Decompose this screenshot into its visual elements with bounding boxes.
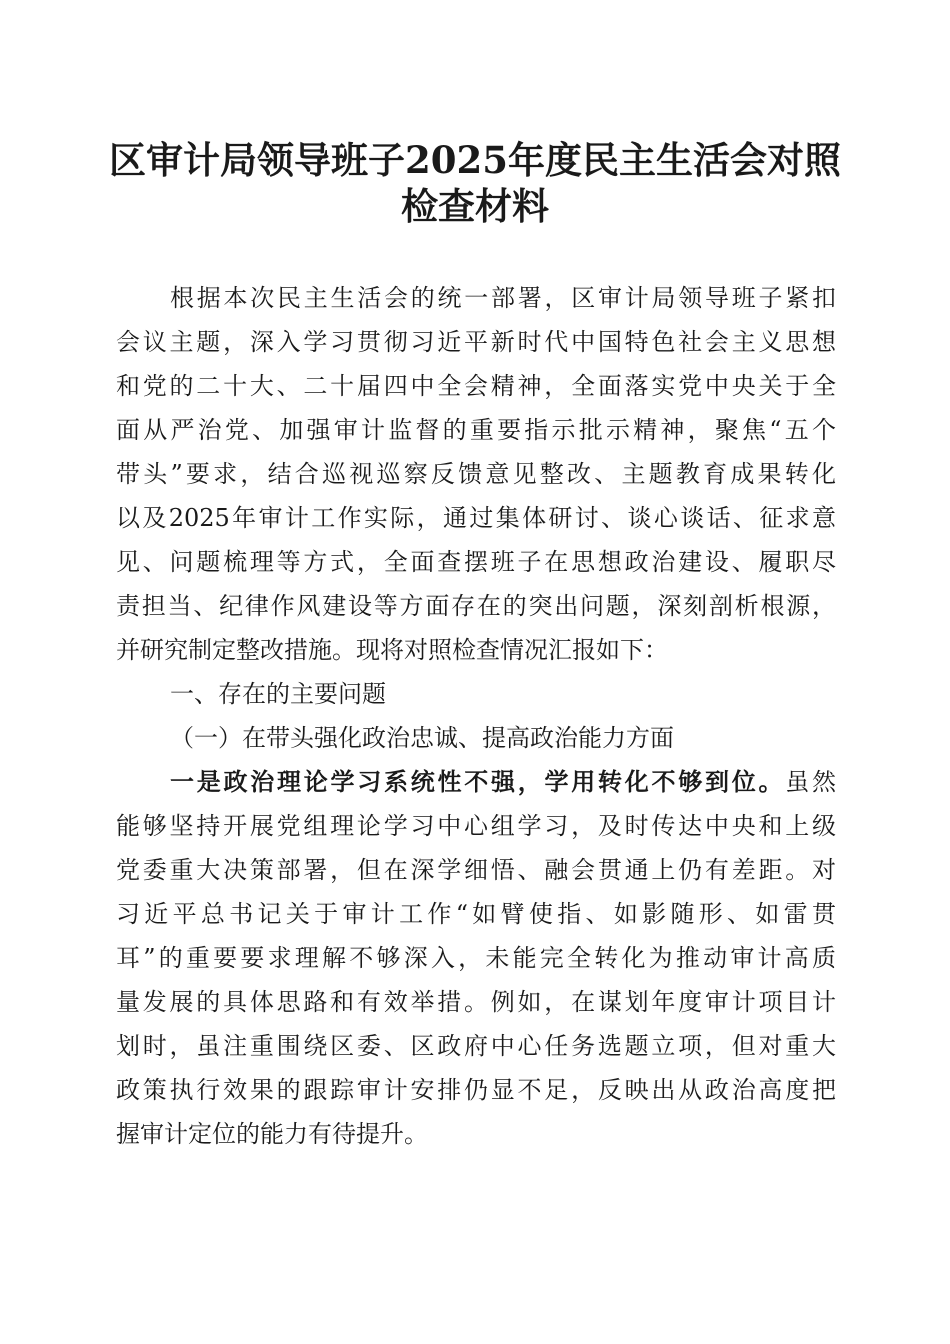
point-line: 习近平总书记关于审计工作“如臂使指、如影随形、如雷贯 bbox=[116, 900, 836, 928]
point-line: 握审计定位的能力有待提升。 bbox=[116, 1120, 428, 1148]
point-first-line bbox=[170, 762, 836, 802]
point-line: 政策执行效果的跟踪审计安排仍显不足，反映出从政治高度把 bbox=[116, 1076, 836, 1104]
section-heading: 一、存在的主要问题 bbox=[170, 680, 386, 708]
intro-line: 带头”要求，结合巡视巡察反馈意见整改、主题教育成果转化 bbox=[116, 460, 836, 488]
point-line: 能够坚持开展党组理论学习中心组学习，及时传达中央和上级 bbox=[116, 812, 836, 840]
intro-line: 以及2025年审计工作实际，通过集体研讨、谈心谈话、征求意 bbox=[116, 504, 836, 532]
document-title-line-2: 检查材料 bbox=[401, 184, 549, 228]
intro-line: 会议主题，深入学习贯彻习近平新时代中国特色社会主义思想 bbox=[116, 328, 836, 356]
point-lead: 一是政治理论学习系统性不强，学用转化不够到位。 bbox=[170, 767, 786, 796]
intro-line: 面从严治党、加强审计监督的重要指示批示精神，聚焦“五个 bbox=[116, 416, 836, 444]
point-first-rest: 虽然 bbox=[785, 768, 836, 796]
document-title-line-1: 区审计局领导班子2025年度民主生活会对照 bbox=[109, 138, 841, 182]
point-line: 量发展的具体思路和有效举措。例如，在谋划年度审计项目计 bbox=[116, 988, 836, 1016]
point-line: 耳”的重要要求理解不够深入，未能完全转化为推动审计高质 bbox=[116, 944, 836, 972]
intro-line: 和党的二十大、二十届四中全会精神，全面落实党中央关于全 bbox=[116, 372, 836, 400]
subsection-heading: （一）在带头强化政治忠诚、提高政治能力方面 bbox=[170, 724, 674, 752]
point-line: 划时，虽注重围绕区委、区政府中心任务选题立项，但对重大 bbox=[116, 1032, 836, 1060]
point-line: 党委重大决策部署，但在深学细悟、融会贯通上仍有差距。对 bbox=[116, 856, 836, 884]
intro-line: 见、问题梳理等方式，全面查摆班子在思想政治建设、履职尽 bbox=[116, 548, 836, 576]
intro-line: 并研究制定整改措施。现将对照检查情况汇报如下： bbox=[116, 636, 668, 664]
intro-line: 根据本次民主生活会的统一部署，区审计局领导班子紧扣 bbox=[170, 284, 836, 312]
intro-line: 责担当、纪律作风建设等方面存在的突出问题，深刻剖析根源， bbox=[116, 592, 836, 620]
